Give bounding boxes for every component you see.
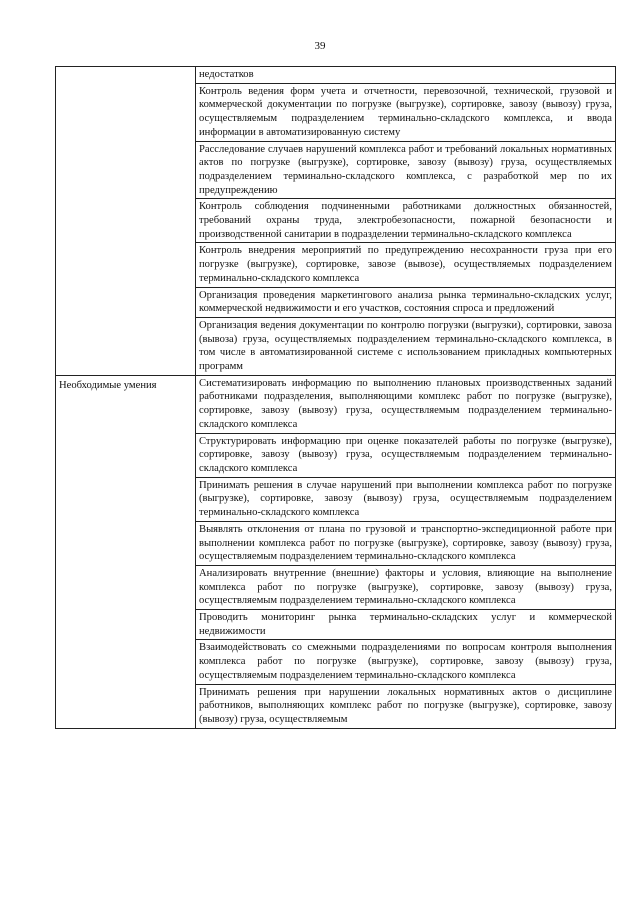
row-text: Контроль внедрения мероприятий по предупреждению несохранности груза при его погрузке (выгрузке), сортировке, завозе (вывозе), осуществляемых подразделением терминально-складского комплекса [199,245,612,284]
row-text: Принимать решения при нарушении локальных нормативных актов о дисциплине работников, выполняющих комплекс работ по погрузке (выгрузке), сортировке, завозу (вывозу) груза, осуществляемым [199,686,612,725]
row-text: Организация проведения маркетингового анализа рынка терминально-складских услуг, коммерческой недвижимости и его участков, состояния спроса и предложений [199,289,612,315]
left-cell-required-skills [56,375,196,728]
right-cell [196,141,616,199]
row-text: Расследование случаев нарушений комплекса работ и требований локальных нормативных актов по погрузке (выгрузке), сортировке, завозу (вывозу) груза, осуществляемых подразделением терминально-складского комплекса, с разработкой мер по их предупреждению [199,143,612,196]
row-text: Принимать решения в случае нарушений при выполнении комплекса работ по погрузке (выгрузке), сортировке, завозу (вывозу) груза, осуществляемым подразделением терминально-складского комплекса [199,479,612,519]
page-number: 39 [314,40,326,52]
row-text: Проводить мониторинг рынка терминально-складских услуг и коммерческой недвижимости [199,612,612,637]
row-text: недостатков [199,69,254,80]
left-cell-continued [56,67,196,376]
right-cell [196,477,616,521]
row-text: Анализировать внутренние (внешние) факторы и условия, влияющие на выполнение комплекса работ по погрузке (выгрузке), сортировке, завозу (вывозу) груза, осуществляемым подразделением терминально-складского комплекса [199,567,612,607]
right-cell [196,610,616,640]
right-cell [196,67,616,84]
table-row [56,375,616,433]
row-text: Взаимодействовать со смежными подразделениями по вопросам контроля выполнения комплекса работ по погрузке (выгрузке), сортировке, завозу (вывозу) груза, осуществляемым подразделением терминально-складского комплекса [199,642,612,681]
right-cell [196,243,616,287]
right-cell [196,565,616,609]
row-text: Структурировать информацию при оценке показателей работы по погрузке (выгрузке), сортировке, завозу (вывозу) груза, осуществляемым подразделением терминально-складского комплекса [199,435,612,474]
right-cell [196,640,616,684]
competency-table [55,66,616,729]
right-cell [196,287,616,317]
right-cell [196,83,616,141]
row-text: Систематизировать информацию по выполнению плановых производственных заданий работниками подразделения, выполняющими комплекс работ по погрузке (выгрузке), сортировке, завозу (вывозу) груза, осуществляемым подразделением терминально-складского комплекса [199,377,612,430]
row-text: Организация ведения документации по контролю погрузки (выгрузки), сортировки, завоза (вывоза) груза, осуществляемых подразделением терминально-складского комплекса, в том числе в автоматизированной системе с использованием прикладных компьютерных программ [199,319,612,373]
right-cell [196,684,616,728]
table-row [56,67,616,84]
section-label: Необходимые умения [59,379,157,391]
right-cell [196,375,616,433]
right-cell [196,317,616,375]
right-cell [196,199,616,243]
row-text: Выявлять отклонения от плана по грузовой и транспортно-экспедиционной работе при выполнении комплекса работ по погрузке (выгрузке), сортировке, завозу (вывозу) груза, осуществляемым подразделением терминально-складского комплекса [199,523,612,563]
row-text: Контроль ведения форм учета и отчетности, перевозочной, технической, грузовой и коммерческой документации по погрузке (выгрузке), сортировке, завозу (вывозу) груза, осуществляемым подразделением терминально-складского комплекса, и ввода информации в автоматизированную систему [199,85,612,138]
row-text: Контроль соблюдения подчиненными работниками должностных обязанностей, требований охраны труда, электробезопасности, пожарной безопасности и производственной санитарии в подразделении терминально-складского комплекса [199,201,612,240]
right-cell [196,433,616,477]
right-cell [196,521,616,565]
